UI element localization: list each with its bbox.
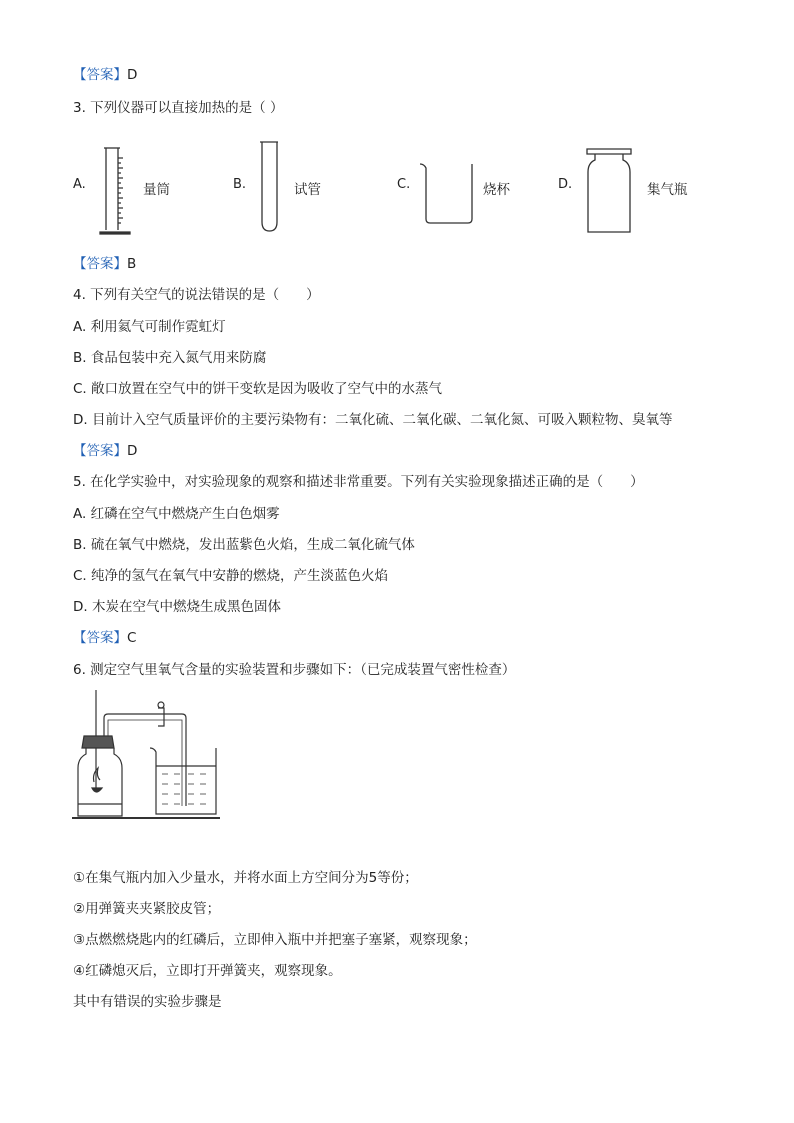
- answer-line: [73, 442, 137, 460]
- step-text: ②用弹簧夹夹紧胶皮管；: [73, 901, 221, 917]
- option-label: 集气瓶: [647, 182, 688, 198]
- question-stem: 6. 测定空气里氧气含量的实验装置和步骤如下：（已完成装置气密性检查）: [73, 662, 516, 678]
- option-letter: D.: [558, 177, 573, 192]
- answer-value: D: [127, 67, 138, 83]
- answer-value: B: [127, 256, 137, 272]
- step-text: ①在集气瓶内加入少量水，并将水面上方空间分为5等份；: [73, 870, 418, 886]
- graduated-cylinder-icon: [96, 146, 136, 238]
- question-prompt: 其中有错误的实验步骤是: [73, 994, 222, 1010]
- option-label: 烧杯: [483, 182, 510, 198]
- step-text: ③点燃燃烧匙内的红磷后，立即伸入瓶中并把塞子塞紧，观察现象；: [73, 932, 477, 948]
- answer-value: D: [127, 443, 138, 459]
- option-letter: A.: [73, 177, 86, 192]
- answer-tag: 【答案】: [73, 256, 127, 272]
- option-label: 量筒: [143, 182, 170, 198]
- oxygen-measurement-apparatus-diagram: [72, 688, 222, 828]
- question-stem: 5. 在化学实验中，对实验现象的观察和描述非常重要。下列有关实验现象描述正确的是（ ）: [73, 474, 644, 490]
- answer-line: [73, 255, 136, 273]
- option-text: C. 敞口放置在空气中的饼干变软是因为吸收了空气中的水蒸气: [73, 381, 443, 397]
- option-text: B. 硫在氧气中燃烧，发出蓝紫色火焰，生成二氧化硫气体: [73, 537, 415, 553]
- beaker-icon: [418, 161, 478, 227]
- answer-value: C: [127, 630, 137, 646]
- answer-line: [73, 629, 136, 647]
- answer-tag: 【答案】: [73, 67, 127, 83]
- option-label: 试管: [294, 182, 321, 198]
- option-text: A. 利用氦气可制作霓虹灯: [73, 319, 226, 335]
- answer-tag: 【答案】: [73, 630, 127, 646]
- option-letter: C.: [397, 177, 411, 192]
- answer-line: [73, 66, 137, 84]
- option-text: D. 木炭在空气中燃烧生成黑色固体: [73, 599, 281, 615]
- option-text: C. 纯净的氢气在氧气中安静的燃烧，产生淡蓝色火焰: [73, 568, 389, 584]
- gas-collecting-bottle-icon: [583, 146, 637, 238]
- answer-tag: 【答案】: [73, 443, 127, 459]
- question-stem: 4. 下列有关空气的说法错误的是（ ）: [73, 287, 320, 303]
- option-text: A. 红磷在空气中燃烧产生白色烟雾: [73, 506, 280, 522]
- test-tube-icon: [258, 140, 282, 234]
- step-text: ④红磷熄灭后，立即打开弹簧夹，观察现象。: [73, 963, 342, 979]
- option-text: D. 目前计入空气质量评价的主要污染物有：二氧化硫、二氧化碳、二氧化氮、可吸入颗粒物、臭氧等: [73, 412, 673, 428]
- option-text: B. 食品包装中充入氮气用来防腐: [73, 350, 267, 366]
- question-stem: 3. 下列仪器可以直接加热的是（ ）: [73, 100, 284, 116]
- option-letter: B.: [233, 177, 247, 192]
